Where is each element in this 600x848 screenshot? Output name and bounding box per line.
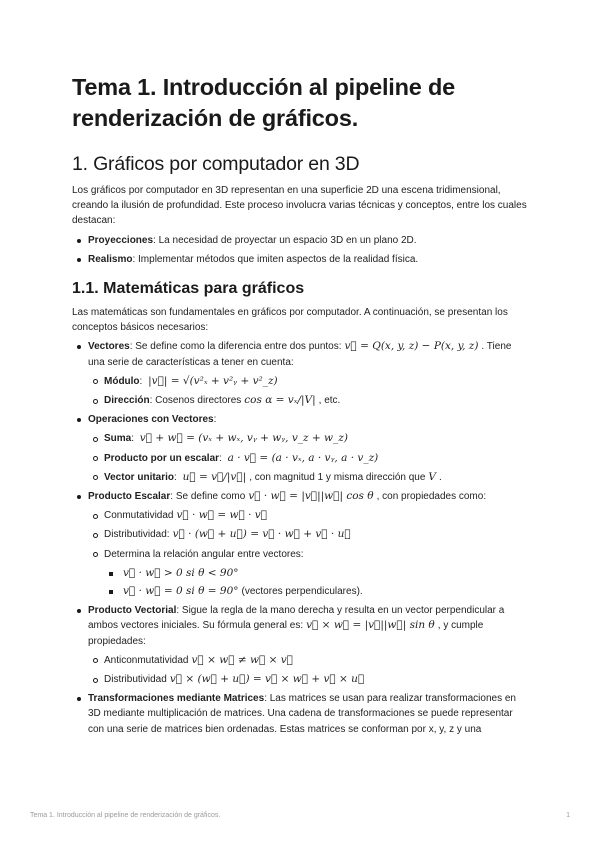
document-page — [72, 72, 528, 741]
list-item: Producto por un escalar: a · v⃗ = (a · vₓ, a · vᵧ, a · v_z) — [88, 451, 528, 466]
formula: u⃗ = v⃗/|v⃗| — [182, 470, 247, 483]
section-heading-1-1: 1.1. Matemáticas para gráficos — [72, 280, 305, 298]
formula: cos α = vₓ/|V| — [244, 394, 316, 407]
list-item-producto-vectorial: Producto Vectorial: Sigue la regla de la mano derecha y resulta en un vector perpendicular a ambos vectores iniciales. Su fórmula general es: v⃗ × w⃗ = |v⃗||w⃗| sin θ , y cumple propiedades: Anticonmutatividad v⃗ × w⃗ ≠ w⃗ × v⃗ Distributividad v⃗ × (w⃗ + u⃗) = v⃗ × w⃗ + v⃗ × u⃗ — [72, 603, 528, 687]
list-item: Módulo: |v⃗| = √(v²ₓ + v²ᵧ + v²_z) — [88, 374, 528, 389]
formula: v⃗ · w⃗ > 0 si θ < 90° — [123, 566, 239, 579]
formula: v⃗ · w⃗ = |v⃗||w⃗| cos θ — [248, 490, 374, 503]
section-1-intro: Los gráficos por computador en 3D representan en una superficie 2D una escena tridimensional, creando la ilusión de profundidad. Este proceso involucra varias técnicas y conceptos, entre los cuales destacan: — [72, 185, 527, 227]
list-item: Determina la relación angular entre vectores: v⃗ · w⃗ > 0 si θ < 90° v⃗ · w⃗ = 0 si θ = 90° (vectores perpendiculares). — [88, 547, 528, 600]
formula: v⃗ × (w⃗ + u⃗) = v⃗ × w⃗ + v⃗ × u⃗ — [169, 673, 365, 686]
list-item-operaciones: Operaciones con Vectores: Suma: v⃗ + w⃗ = (vₓ + wₓ, vᵧ + wᵧ, v_z + w_z) Producto por un escalar: a · v⃗ = (a · vₓ, a · vᵧ, a · v_z) Vector unitario: u⃗ = v⃗/|v⃗| , con magnitud 1 y misma dirección que V . — [72, 412, 528, 485]
formula: |v⃗| = √(v²ₓ + v²ᵧ + v²_z) — [148, 374, 278, 387]
formula: v⃗ · w⃗ = w⃗ · v⃗ — [176, 509, 268, 522]
list-item: Distributividad: v⃗ · (w⃗ + u⃗) = v⃗ · w⃗ + v⃗ · u⃗ — [88, 527, 528, 542]
page-title: Tema 1. Introducción al pipeline de renderización de gráficos. — [72, 74, 455, 131]
formula: v⃗ + w⃗ = (vₓ + wₓ, vᵧ + wᵧ, v_z + w_z) — [139, 432, 348, 445]
formula: v⃗ = Q(x, y, z) − P(x, y, z) — [344, 340, 479, 353]
page-footer — [30, 812, 570, 819]
formula: v⃗ × w⃗ = |v⃗||w⃗| sin θ — [306, 619, 435, 632]
footer-title: Tema 1. Introducción al pipeline de renderización de gráficos. — [30, 812, 221, 819]
formula: v⃗ · (w⃗ + u⃗) = v⃗ · w⃗ + v⃗ · u⃗ — [172, 528, 351, 541]
formula: a · v⃗ = (a · vₓ, a · vᵧ, a · v_z) — [227, 451, 379, 464]
page-number: 1 — [566, 812, 570, 819]
formula: V — [428, 470, 436, 483]
list-item: v⃗ · w⃗ = 0 si θ = 90° (vectores perpendiculares). — [104, 584, 528, 599]
list-item-transformaciones: Transformaciones mediante Matrices: Las matrices se usan para realizar transformaciones en 3D mediante multiplicación de matrices. Una cadena de transformaciones se puede representar con una serie de matrices bien ordenadas. Estas matrices se conforman por x, y, z y una — [72, 691, 528, 737]
list-item-vectores: Vectores: Se define como la diferencia entre dos puntos: v⃗ = Q(x, y, z) − P(x, y, z) . Tiene una serie de características a tener en cuenta: Módulo: |v⃗| = √(v²ₓ + v²ᵧ + v²_z) Dirección: Cosenos directores cos α = vₓ/|V| , etc. — [72, 339, 528, 408]
list-item: Dirección: Cosenos directores cos α = vₓ/|V| , etc. — [88, 393, 528, 408]
section-1-1-intro: Las matemáticas son fundamentales en gráficos por computador. A continuación, se presentan los conceptos básicos necesarios: — [72, 307, 508, 334]
list-item: Anticonmutatividad v⃗ × w⃗ ≠ w⃗ × v⃗ — [88, 653, 528, 668]
list-item: Proyecciones: La necesidad de proyectar un espacio 3D en un plano 2D. — [72, 233, 528, 248]
list-item: Distributividad v⃗ × (w⃗ + u⃗) = v⃗ × w⃗ + v⃗ × u⃗ — [88, 672, 528, 687]
concepts-list — [72, 339, 528, 736]
formula: v⃗ · w⃗ = 0 si θ = 90° — [123, 585, 239, 598]
list-item — [104, 566, 528, 581]
formula: v⃗ × w⃗ ≠ w⃗ × v⃗ — [191, 653, 293, 666]
list-item-producto-escalar: Producto Escalar: Se define como v⃗ · w⃗ = |v⃗||w⃗| cos θ , con propiedades como: Conmutatividad v⃗ · w⃗ = w⃗ · v⃗ Distributividad: v⃗ · (w⃗ + u⃗) = v⃗ · w⃗ + v⃗ · u⃗ Determina la relación angular entre vectores: v⃗ · w⃗ > 0 si θ < 90° v⃗ · w⃗ = 0 si θ = 90° (vectores perpendiculares). — [72, 489, 528, 599]
list-item: Vector unitario: u⃗ = v⃗/|v⃗| , con magnitud 1 y misma dirección que V . — [88, 470, 528, 485]
section-1-list — [72, 233, 528, 267]
list-item: Suma: v⃗ + w⃗ = (vₓ + wₓ, vᵧ + wᵧ, v_z + w_z) — [88, 431, 528, 446]
section-heading-1: 1. Gráficos por computador en 3D — [72, 153, 360, 175]
list-item: Realismo: Implementar métodos que imiten aspectos de la realidad física. — [72, 252, 528, 267]
list-item: Conmutatividad v⃗ · w⃗ = w⃗ · v⃗ — [88, 508, 528, 523]
